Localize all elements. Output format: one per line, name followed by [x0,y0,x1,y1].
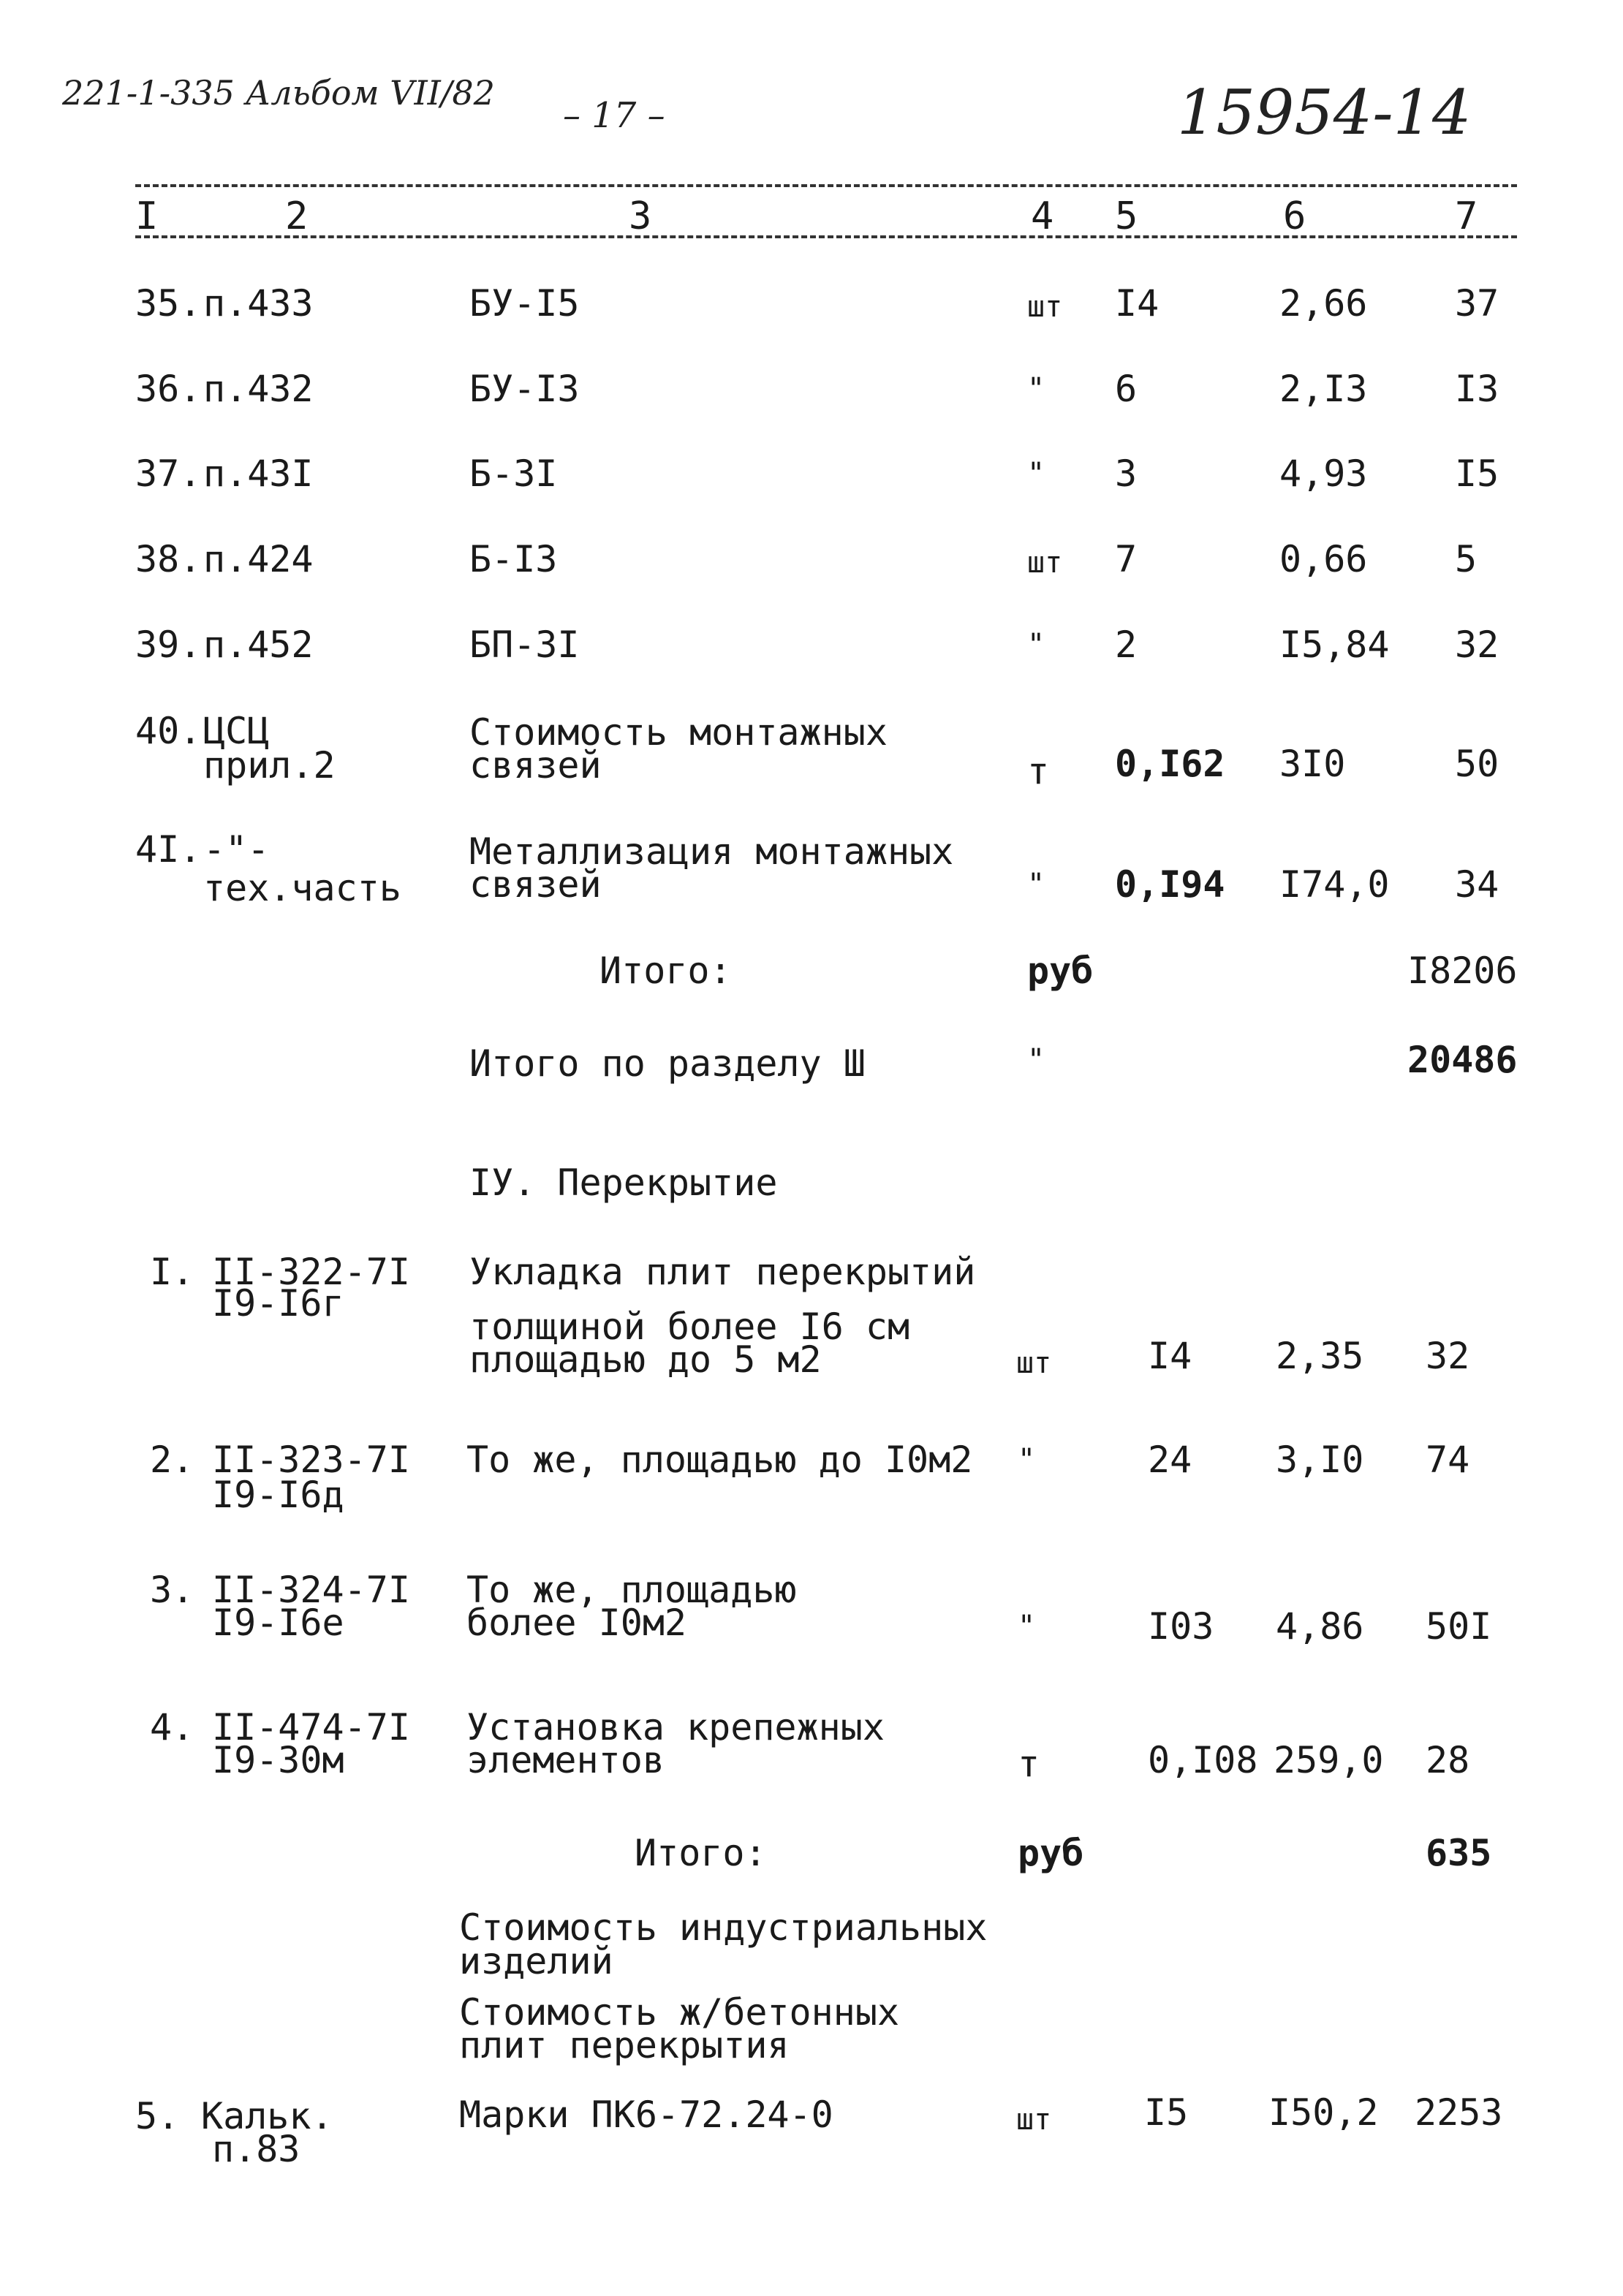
row-number: I. [150,1251,194,1293]
page-mark: – 17 – [563,95,665,136]
col-header-7: 7 [1455,194,1478,238]
row-code: II-474-7I [212,1706,410,1748]
row-price: 0,66 [1279,538,1368,580]
row-name: БП-3I [469,624,580,666]
row-name: Марки ПК6-72.24-0 [459,2094,833,2136]
row-code-line2: тех.часть [203,867,401,909]
section-total-sum: 20486 [1407,1039,1518,1081]
row-number: 35. [135,282,202,325]
col-header-6: 6 [1283,194,1306,238]
row-name: Б-I3 [469,538,558,580]
col-header-5: 5 [1115,194,1138,238]
row-price: 3I0 [1279,743,1346,785]
row-qty: 0,I08 [1148,1739,1258,1781]
row-code-line2: I9-I6д [212,1474,344,1516]
row-number: 5. [135,2095,180,2137]
row-unit: шт [1016,2103,1052,2137]
row-code-line2: I9-30м [212,1739,344,1781]
row-sum: 34 [1455,863,1499,906]
row-unit: " [1018,1610,1036,1643]
row-name: БУ-I5 [469,282,580,325]
row-price: 3,I0 [1276,1439,1364,1481]
row-name-line2: связей [469,863,602,906]
row-number: 36. [135,368,202,410]
row-unit: " [1027,868,1045,901]
col-header-2: 2 [285,194,309,238]
row-price: I5,84 [1279,624,1390,666]
section-total-unit: " [1027,1043,1045,1077]
row-code: II-323-7I [212,1439,410,1481]
row-number: 3. [150,1569,194,1611]
row-qty: 0,I62 [1115,743,1225,785]
row-qty: I4 [1148,1335,1192,1377]
note-industrial-cost-line2: изделий [459,1940,613,1982]
section-total-label: Итого по разделу Ш [469,1042,866,1085]
row-code-line2: прил.2 [203,744,336,787]
row-sum: I5 [1455,452,1499,495]
row-name: Укладка плит перекрытий [469,1251,976,1293]
row-sum: 2253 [1415,2091,1503,2134]
row-number: 2. [150,1439,194,1481]
row-code: п.43I [203,452,314,495]
row-number: 38. [135,538,202,580]
row-name-line2: элементов [466,1739,665,1781]
row-unit: " [1027,372,1045,406]
row-code: п.433 [203,282,314,325]
row-sum: 50I [1426,1605,1492,1648]
row-qty: 7 [1115,538,1138,580]
subtotal-sum: 635 [1426,1832,1492,1874]
row-code-line2: п.83 [212,2128,300,2170]
row-code: ЦСЦ [203,710,270,752]
row-code: Кальк. [201,2095,333,2137]
subtotal-unit: руб [1018,1832,1084,1874]
row-price: 2,I3 [1279,368,1368,410]
subtotal-sum: I8206 [1407,950,1518,992]
row-number: 4I. [135,828,202,871]
doc-reference: 221-1-335 Альбом VII/82 [62,73,495,113]
row-unit: " [1018,1443,1036,1477]
row-name: То же, площадью [466,1569,797,1611]
row-sum: 37 [1455,282,1499,325]
row-number: 4. [150,1706,194,1748]
row-qty: 2 [1115,624,1138,666]
col-header-4: 4 [1031,194,1054,238]
row-code: п.452 [203,624,314,666]
row-unit: шт [1027,546,1063,580]
row-name: Стоимость монтажных [469,711,888,754]
row-code-line2: I9-I6е [212,1602,344,1644]
header-rule-bottom [135,235,1517,238]
row-unit: " [1027,628,1045,662]
row-number: 40. [135,710,202,752]
row-code: II-322-7I [212,1251,410,1293]
section-heading: IУ. Перекрытие [469,1162,778,1204]
row-qty: 3 [1115,452,1138,495]
row-number: 37. [135,452,202,495]
row-qty: 0,I94 [1115,863,1225,906]
row-unit: шт [1027,290,1063,324]
row-price: 2,66 [1279,282,1368,325]
row-name-line3: площадью до 5 м2 [469,1338,822,1381]
row-name: БУ-I3 [469,368,580,410]
row-name-line2: толщиной более I6 см [469,1306,910,1348]
row-sum: 50 [1455,743,1499,785]
row-name: То же, площадью до I0м2 [466,1439,973,1481]
row-number: 39. [135,624,202,666]
row-price: 2,35 [1276,1335,1364,1377]
row-price: 4,86 [1276,1605,1364,1648]
row-sum: 74 [1426,1439,1470,1481]
row-code: -"- [203,828,270,871]
row-sum: 32 [1426,1335,1470,1377]
row-price: 4,93 [1279,452,1368,495]
row-name: Металлизация монтажных [469,830,954,873]
subtotal-label: Итого: [635,1832,767,1874]
row-sum: 32 [1455,624,1499,666]
col-header-1: I [135,194,159,238]
row-name: Установка крепежных [466,1706,885,1748]
row-qty: 6 [1115,368,1138,410]
row-unit: " [1027,457,1045,490]
row-name-line2: связей [469,744,602,787]
row-price: 259,0 [1274,1739,1384,1781]
row-code-line2: I9-I6г [212,1282,344,1325]
row-code: II-324-7I [212,1569,410,1611]
row-sum: I3 [1455,368,1499,410]
row-qty: 24 [1148,1439,1192,1481]
row-price: I74,0 [1279,863,1390,906]
row-qty: I4 [1115,282,1159,325]
row-name-line2: более I0м2 [466,1602,687,1644]
subtotal-label: Итого: [599,950,732,992]
row-unit: т [1018,1743,1040,1785]
note-concrete-cost-line2: плит перекрытия [459,2024,790,2066]
row-unit: шт [1016,1346,1052,1380]
header-rule-top [135,184,1517,187]
row-code: п.424 [203,538,314,580]
row-code: п.432 [203,368,314,410]
row-sum: 5 [1455,538,1478,580]
subtotal-unit: руб [1027,950,1094,992]
row-name: Б-3I [469,452,558,495]
note-concrete-cost: Стоимость ж/бетонных [459,1991,900,2034]
col-header-3: 3 [629,194,652,238]
row-sum: 28 [1426,1739,1470,1781]
row-qty: I03 [1148,1605,1214,1648]
row-price: I50,2 [1268,2091,1379,2134]
note-industrial-cost: Стоимость индустриальных [459,1906,988,1949]
row-qty: I5 [1144,2091,1189,2134]
row-unit: т [1027,750,1050,792]
sheet-number: 15954-14 [1177,77,1472,148]
